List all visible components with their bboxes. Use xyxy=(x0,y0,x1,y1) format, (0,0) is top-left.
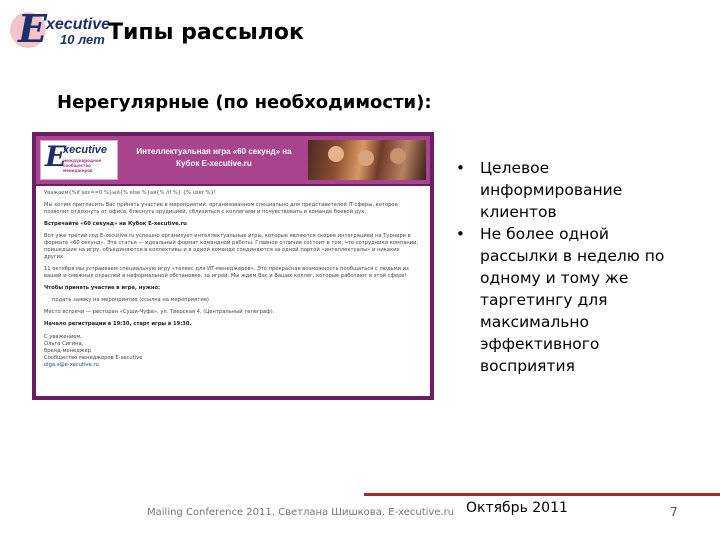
executive-logo xyxy=(6,6,111,52)
newsletter-logo-word: xecutive xyxy=(63,144,108,156)
newsletter-greeting: Уважаем{%if sex==0 %}ый{% else %}ая{% /if %} {% user %}! xyxy=(44,190,216,196)
footer-divider xyxy=(364,493,720,496)
newsletter-paragraph: Чтобы принять участие в игре, нужно: xyxy=(44,285,161,291)
signature-line: Сообщество менеджеров E-xecutive xyxy=(44,355,143,361)
newsletter-signature xyxy=(44,334,422,369)
newsletter-paragraph: Начало регистрации в 19:30, старт игры в 19:30. xyxy=(44,321,192,327)
logo-letter: E xyxy=(18,6,47,51)
footer-text: Mailing Conference 2011. Светлана Шишкова. E-xecutive.ru xyxy=(147,507,455,518)
newsletter-header-photo xyxy=(308,140,426,180)
signature-email: olga.s@e-xecutive.ru xyxy=(44,362,99,368)
newsletter-screenshot xyxy=(32,132,434,400)
signature-line: Ольга Сигина, xyxy=(44,341,84,347)
page-number: 7 xyxy=(670,505,678,519)
newsletter-header-text: Интеллектуальная игра «60 секунд» на Кубок E-xecutive.ru xyxy=(136,147,292,168)
signature-line: С уважением, xyxy=(44,334,82,340)
newsletter-logo-letter: E xyxy=(45,140,67,173)
bullet-dot-icon: • xyxy=(456,159,465,177)
logo-years: 10 лет xyxy=(60,32,105,47)
bullet-item xyxy=(450,157,690,223)
bullet-text: Целевое информирование клиентов xyxy=(480,159,623,221)
newsletter-paragraph: 11 октября мы устраиваем специальную игру «телекс для ИТ-менеджеров». Это прекрасная возможность пообщаться с людьми из вашей и смежных отраслей в неформальной обстановке, за игрой. Мы ждем Вас и Ваших коллег, которые работают в этой сфере! xyxy=(44,266,409,279)
newsletter-body xyxy=(36,186,430,373)
footer-date: Октябрь 2011 xyxy=(466,500,568,516)
signature-line: бренд-менеджер xyxy=(44,348,91,354)
newsletter-header xyxy=(36,136,430,186)
slide-title: Типы рассылок xyxy=(108,20,304,45)
bullet-dot-icon: • xyxy=(456,225,465,243)
bullet-item xyxy=(450,223,690,377)
newsletter-paragraph: Вот уже третий год E-xecutive.ru успешно организует интеллектуальные игры, которые являются скорее интеграцией на Турнире в формате «60 секунд». Эта статья — идеальный формат командной работы. Главное отличие состоит в том, что сотрудники компании, пришедшие на игру, объединяются в коллективы и в одной команде соединяются за одной партой «интеллектуалы» и никаких других. xyxy=(44,233,419,260)
newsletter-logo xyxy=(40,140,118,180)
bullet-text: Не более одной рассылки в неделю по одному и тому же таргетингу для максимально эффективного восприятия xyxy=(480,225,665,375)
bullet-list xyxy=(450,157,690,377)
newsletter-logo-tagline: международное сообщество менеджеров xyxy=(63,158,102,173)
newsletter-bullet: подать заявку на мероприятие (ссылка на мероприятие) xyxy=(52,297,209,303)
newsletter-paragraph: Встречайте «60 секунд» на Кубок E-xecutive.ru xyxy=(44,221,187,227)
newsletter-paragraph: Мы хотим пригласить Вас принять участие в мероприятии, организованном специально для представителей IT-сферы, которое позволит отдохнуть от офиса, блеснуть эрудицией, сблизиться с коллегами и почувствовать в команде боевой дух. xyxy=(44,202,398,215)
logo-word: xecutive xyxy=(46,16,111,33)
slide-subtitle: Нерегулярные (по необходимости): xyxy=(57,92,432,113)
newsletter-paragraph: Место встречи — ресторан «Суши-Чуфа», ул. Тверская 4, (Центральный телеграф). xyxy=(44,309,275,315)
